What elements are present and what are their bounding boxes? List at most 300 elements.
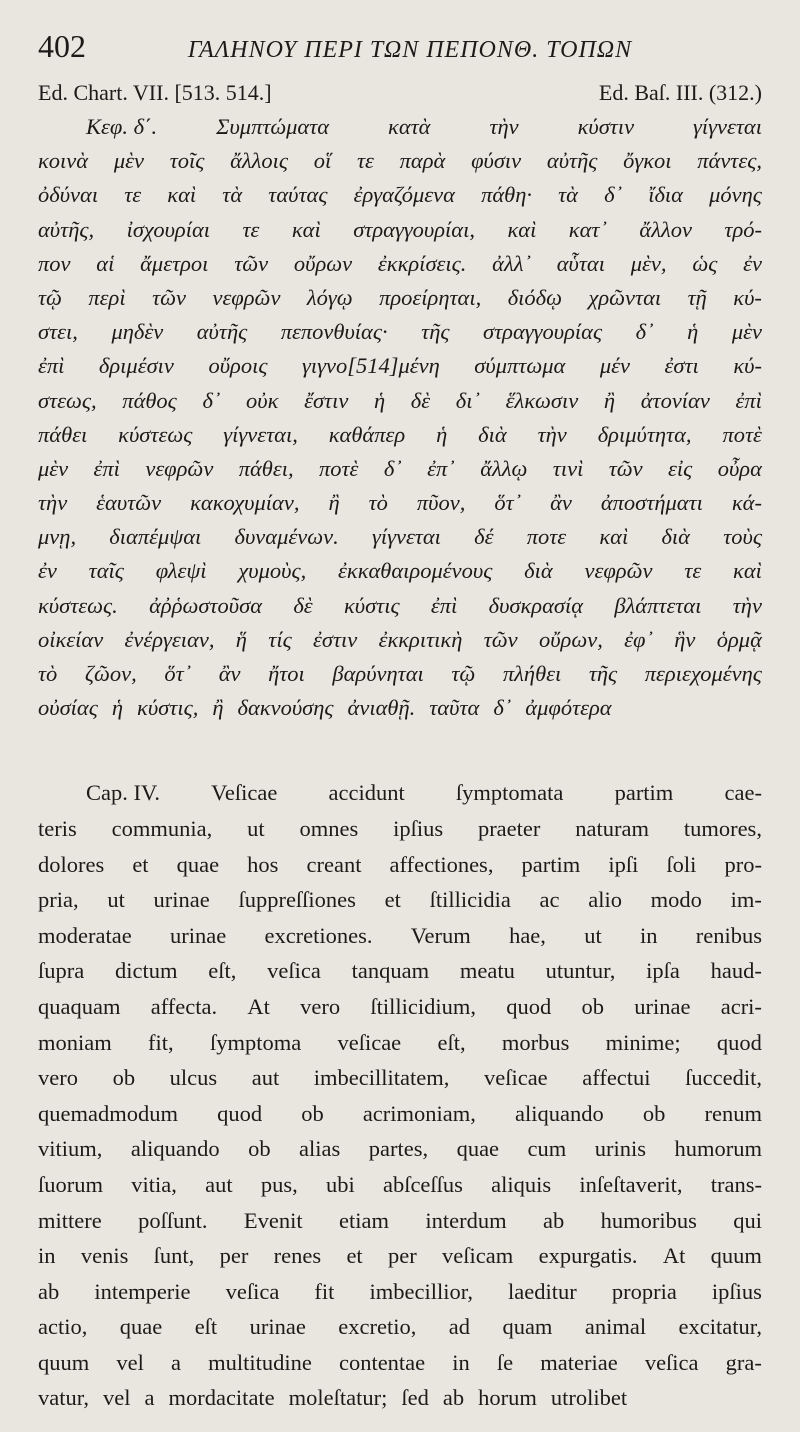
greek-word: βαρύνηται [332, 661, 424, 686]
greek-word: πάθος [122, 387, 177, 413]
greek-line [38, 349, 762, 383]
greek-line [38, 452, 762, 486]
latin-line [38, 989, 762, 1025]
greek-line [38, 691, 762, 725]
greek-word: ποτὲ [722, 421, 762, 447]
greek-word: ἐφ᾽ [624, 626, 653, 652]
greek-word: δέ [474, 524, 494, 550]
latin-word: praeter [477, 815, 541, 841]
greek-word: τινὶ [552, 455, 584, 481]
greek-line [38, 418, 762, 452]
greek-word: ἐν [38, 558, 57, 584]
latin-word: alio [588, 887, 622, 913]
latin-word: urinae [634, 993, 691, 1019]
latin-word: ob [112, 1065, 136, 1091]
latin-word: hae, [509, 922, 546, 948]
latin-word: ob [301, 1100, 324, 1126]
latin-word: ut [107, 887, 125, 913]
greek-word: καὶ [507, 216, 537, 242]
greek-word: ἡ [373, 387, 386, 413]
latin-word: actio, [38, 1314, 88, 1340]
greek-word: ἢ [212, 695, 224, 721]
greek-word: πάθη· [481, 182, 532, 208]
greek-text [38, 110, 762, 725]
greek-word: ἐπ᾽ [427, 455, 455, 481]
latin-word: partes, [368, 1136, 429, 1162]
latin-word: et [132, 851, 149, 877]
latin-word: per [219, 1243, 249, 1269]
latin-word: pro- [724, 851, 762, 877]
latin-word: haud- [710, 958, 762, 984]
greek-word: αὐτῆς [196, 319, 248, 345]
greek-word: ἄλλον [639, 216, 692, 242]
latin-line [38, 918, 762, 954]
greek-word: πεπονθυίας· [280, 319, 388, 345]
greek-word: ζῶον, [84, 661, 137, 686]
greek-word: ἢ [603, 387, 616, 413]
latin-word: ulcus [169, 1065, 218, 1091]
greek-word: οὖρα [717, 455, 762, 481]
greek-word: ἐστιν [313, 626, 358, 652]
latin-line [38, 882, 762, 918]
latin-word: expurgatis. [538, 1243, 638, 1269]
latin-word: cum [527, 1136, 567, 1162]
latin-word: interdum [425, 1207, 507, 1233]
latin-word: creant [306, 851, 362, 877]
latin-word: vitium, [38, 1136, 103, 1162]
latin-word: veſicae [483, 1065, 548, 1091]
greek-word: καὶ [291, 216, 321, 242]
greek-word: τῷ [451, 661, 476, 686]
greek-word: μόνης [709, 182, 762, 208]
latin-word: ſymptomata [455, 780, 564, 806]
greek-word: κοινὰ [38, 148, 89, 174]
latin-line [38, 1380, 762, 1416]
latin-word: a [170, 1349, 181, 1375]
greek-word: κακοχυμίαν, [190, 490, 300, 516]
greek-word: ἄλλῳ [480, 455, 528, 481]
greek-word: οὐσίας [38, 695, 98, 721]
latin-word: accidunt [328, 780, 405, 806]
latin-word: ipſa [646, 958, 680, 984]
latin-word: veſica [644, 1349, 699, 1375]
greek-word: τε [124, 182, 142, 208]
greek-word: κύστις [343, 592, 400, 618]
greek-word: μὲν [731, 319, 762, 345]
latin-line [38, 1025, 762, 1061]
greek-word: στραγγουρίαι, [353, 216, 475, 242]
greek-word: ἡ [436, 421, 448, 447]
latin-word: Veſicae [211, 780, 278, 806]
greek-word: περὶ [88, 284, 126, 310]
greek-word: οὔρων [293, 250, 353, 276]
latin-word: ſed [401, 1385, 429, 1411]
greek-word: δὲ [293, 592, 313, 618]
greek-word: αὗται [556, 250, 605, 276]
greek-word: αὐτῆς [546, 148, 598, 174]
greek-word: τε [242, 216, 260, 242]
greek-word: τὴν [38, 490, 68, 516]
latin-line [38, 1238, 762, 1274]
greek-word: ἑαυτῶν [96, 490, 162, 516]
latin-word: Verum [410, 922, 471, 948]
latin-word: propria [611, 1278, 677, 1304]
greek-word: οὔροις [208, 353, 268, 379]
greek-word: ἄλλοις [230, 148, 289, 174]
latin-word: communia, [111, 815, 213, 841]
latin-word: ut [584, 922, 602, 948]
latin-word: et [346, 1243, 363, 1269]
latin-word: humoribus [600, 1207, 697, 1233]
latin-word: teris [38, 815, 77, 841]
greek-word: νεφρῶν [145, 455, 214, 481]
greek-word: στραγγουρίας [483, 319, 603, 345]
latin-word: ipſius [393, 815, 444, 841]
greek-line [38, 247, 762, 281]
greek-word: ἕλκωσιν [505, 387, 579, 413]
latin-word: dolores [38, 851, 105, 877]
greek-word: ὀδύναι [38, 182, 99, 208]
latin-word: aut [205, 1171, 233, 1197]
latin-word: contentae [338, 1349, 426, 1375]
greek-word: φλεψὶ [155, 558, 207, 584]
latin-word: urinae [249, 1314, 306, 1340]
greek-word: τε [684, 558, 702, 584]
greek-word: δυσκρασίᾳ [488, 592, 584, 618]
latin-word: veſicam [442, 1243, 514, 1269]
greek-word: ταῦτα [429, 695, 480, 721]
greek-word: τοῖς [169, 148, 205, 174]
latin-word: multitudine [208, 1349, 312, 1375]
greek-word: εἰς [668, 455, 693, 481]
latin-line [38, 1167, 762, 1203]
latin-word: ſunt, [153, 1243, 195, 1269]
greek-word: ταῖς [88, 558, 124, 584]
latin-word: trans- [710, 1171, 762, 1197]
greek-word: πάντες, [697, 148, 762, 174]
greek-word: ἡ [687, 319, 699, 345]
latin-word: ſuorum [38, 1171, 103, 1197]
greek-word: τοὺς [723, 524, 762, 550]
greek-word: οἵ [313, 148, 332, 174]
latin-word: veſica [267, 958, 321, 984]
latin-word: materiae [540, 1349, 618, 1375]
greek-word: ἐργαζόμενα [353, 182, 455, 208]
greek-word: τῆς [421, 319, 450, 345]
greek-word: γίγνεται [693, 114, 762, 139]
latin-word: acri- [720, 993, 762, 1019]
latin-word: fit, [148, 1029, 174, 1055]
greek-word: κύ- [733, 284, 762, 310]
latin-word: abſceſſus [382, 1171, 463, 1197]
latin-word: Evenit [243, 1207, 303, 1233]
latin-line [38, 1274, 762, 1310]
latin-word: vero [38, 1065, 78, 1091]
greek-word: κύστεως. [38, 592, 118, 618]
latin-word: partim [521, 851, 581, 877]
latin-word: mittere [38, 1207, 102, 1233]
latin-word: a [144, 1385, 155, 1411]
latin-word: quae [176, 851, 220, 877]
latin-word: fit [314, 1278, 335, 1304]
latin-word: tanquam [351, 958, 430, 984]
greek-word: τῆς [588, 661, 618, 686]
latin-word: pus, [260, 1171, 298, 1197]
greek-word: δακνούσης [237, 695, 334, 721]
greek-word: δ᾽ [635, 319, 654, 345]
greek-word: τε [357, 148, 374, 174]
latin-word: ob [642, 1100, 666, 1126]
latin-word: imbecillior, [369, 1278, 473, 1304]
latin-word: ob [581, 993, 604, 1019]
greek-word: γιγνο[514]μένη [301, 353, 440, 379]
greek-word: οὔρων, [538, 626, 603, 652]
greek-word: ὄγκοι [623, 148, 672, 174]
greek-word: αἱ [96, 250, 115, 276]
greek-line [38, 281, 762, 315]
greek-word: μνῃ, [38, 524, 77, 550]
greek-word: κύ- [733, 353, 762, 379]
greek-word: ἀλλ᾽ [492, 250, 531, 276]
edition-left: Ed. Chart. VII. [513. 514.] [38, 80, 272, 105]
latin-word: affectiones, [389, 851, 494, 877]
greek-word: ἰσχουρίαι [126, 216, 211, 242]
greek-word: τὴν [732, 592, 762, 618]
latin-word: aliquis [491, 1171, 552, 1197]
greek-word: κατὰ [388, 114, 431, 139]
latin-word: vitia, [131, 1171, 177, 1197]
latin-word: quaquam [38, 993, 121, 1019]
greek-word: χρῶνται [588, 284, 662, 310]
running-head [38, 28, 762, 76]
latin-word: vel [102, 1385, 131, 1411]
latin-word: laeditur [508, 1278, 577, 1304]
greek-word: τίς [268, 626, 292, 652]
latin-word: ſe [496, 1349, 514, 1375]
greek-word: Συμπτώματα [216, 114, 330, 139]
latin-word: modo [650, 887, 702, 913]
latin-word: affectui [582, 1065, 651, 1091]
latin-line [38, 953, 762, 989]
latin-word: qui [733, 1207, 762, 1233]
greek-line [38, 554, 762, 588]
greek-word: οἰκείαν [38, 626, 104, 652]
latin-word: eſt [194, 1314, 218, 1340]
latin-word: quam [502, 1314, 553, 1340]
greek-line [38, 623, 762, 657]
greek-word: προείρηται, [379, 284, 482, 310]
latin-word: aliquando [515, 1100, 604, 1126]
latin-word: et [384, 887, 401, 913]
greek-word: αὐτῆς, [38, 216, 95, 242]
greek-word: μὲν [113, 148, 144, 174]
latin-word: eſt, [208, 958, 237, 984]
latin-word: urinae [169, 922, 227, 948]
latin-word: utuntur, [545, 958, 616, 984]
greek-word: τῇ [687, 284, 707, 310]
greek-word: περιεχομένης [644, 661, 762, 686]
latin-word: quemadmodum [38, 1100, 178, 1126]
latin-line [38, 1060, 762, 1096]
latin-word: veſicae [337, 1029, 402, 1055]
greek-word: δ᾽ [202, 387, 221, 413]
greek-word: ποτὲ [318, 455, 359, 481]
latin-word: horum [478, 1385, 537, 1411]
greek-line [38, 213, 762, 247]
latin-word: renibus [695, 922, 762, 948]
latin-word: ab [542, 1207, 565, 1233]
greek-word: γίγνεται [371, 524, 441, 550]
greek-word: κύστις, [137, 695, 199, 721]
greek-word: τῶν [608, 455, 643, 481]
latin-word: acrimoniam, [362, 1100, 476, 1126]
greek-word: καὶ [599, 524, 629, 550]
page-number: 402 [38, 28, 86, 64]
greek-line [38, 520, 762, 554]
edition-line [38, 76, 762, 110]
latin-word: meatu [459, 958, 515, 984]
greek-line [38, 657, 762, 691]
latin-word: ubi [325, 1171, 355, 1197]
greek-word: ἀῤῥωστοῦσα [149, 592, 263, 618]
greek-word: Κεφ. δ΄. [86, 114, 158, 139]
greek-word: καὶ [167, 182, 197, 208]
greek-word: δ᾽ [604, 182, 623, 208]
latin-word: in [639, 922, 658, 948]
latin-word: per [388, 1243, 417, 1269]
greek-word: ἣν [674, 626, 696, 652]
latin-word: im- [730, 887, 762, 913]
latin-word: quae [119, 1314, 163, 1340]
latin-word: aut [251, 1065, 280, 1091]
greek-word: ἐκκριτικὴ [378, 626, 463, 652]
latin-word: quum [38, 1349, 90, 1375]
latin-word: excretiones. [264, 922, 373, 948]
greek-word: ποτε [526, 524, 567, 550]
greek-word: τὸ [38, 661, 58, 686]
greek-word: στει, [38, 319, 78, 345]
latin-word: affecta. [150, 993, 218, 1019]
greek-word: ἐπὶ [735, 387, 762, 413]
latin-word: ſuccedit, [685, 1065, 762, 1091]
latin-word: pria, [38, 887, 79, 913]
latin-word: moderatae [38, 922, 132, 948]
greek-word: χυμοὺς, [238, 558, 307, 584]
greek-line [38, 110, 762, 144]
greek-word: διὰ [524, 558, 553, 584]
latin-word: tumores, [683, 815, 762, 841]
latin-word: veſica [225, 1278, 280, 1304]
latin-word: quum [710, 1243, 762, 1269]
greek-word: κατ᾽ [568, 216, 607, 242]
greek-word: τὰ [222, 182, 243, 208]
latin-word: ad [448, 1314, 471, 1340]
latin-word: gra- [725, 1349, 762, 1375]
greek-word: δ᾽ [383, 455, 402, 481]
latin-word: moniam [38, 1029, 112, 1055]
latin-line [38, 1096, 762, 1132]
latin-word: poſſunt. [138, 1207, 208, 1233]
greek-word: ἂν [550, 490, 572, 516]
greek-word: μὲν, [630, 250, 667, 276]
latin-line [38, 847, 762, 883]
latin-word: ob [248, 1136, 271, 1162]
latin-word: hos [247, 851, 279, 877]
latin-word: venis [80, 1243, 129, 1269]
latin-word: urinis [594, 1136, 646, 1162]
greek-word: ἀτονίαν [640, 387, 710, 413]
latin-word: partim [614, 780, 674, 806]
latin-word: renes [273, 1243, 322, 1269]
latin-word: utrolibet [550, 1385, 628, 1411]
greek-word: νεφρῶν [584, 558, 653, 584]
latin-word: vatur, [38, 1385, 89, 1411]
latin-word: humorum [674, 1136, 762, 1162]
greek-word: τῶν [234, 250, 269, 276]
latin-word: inſeſtaverit, [579, 1171, 683, 1197]
greek-word: φύσιν [471, 148, 522, 174]
greek-word: στεως, [38, 387, 97, 413]
latin-word: vero [300, 993, 341, 1019]
greek-word: ἀποστήματι [600, 490, 703, 516]
greek-word: ἂν [218, 661, 241, 686]
latin-line [38, 1309, 762, 1345]
latin-word: ſtillicidium, [370, 993, 476, 1019]
greek-word: τὰ [558, 182, 578, 208]
greek-word: ἔστιν [304, 387, 349, 413]
greek-word: δι᾽ [455, 387, 480, 413]
latin-word: cae- [724, 780, 762, 806]
latin-word: intemperie [94, 1278, 191, 1304]
latin-word: excretio, [338, 1314, 417, 1340]
latin-word: moleſtatur; [288, 1385, 388, 1411]
greek-word: πάθει [38, 421, 88, 447]
greek-word: ταύτας [268, 182, 328, 208]
latin-word: imbecillitatem, [313, 1065, 450, 1091]
latin-word: minime; [605, 1029, 681, 1055]
greek-word: ἐπὶ [38, 353, 65, 379]
greek-word: πάθει, [238, 455, 294, 481]
greek-word: μὲν [38, 455, 69, 481]
greek-word: πον [38, 250, 71, 276]
latin-word: quod [506, 993, 552, 1019]
greek-word: ὅτ᾽ [164, 661, 192, 686]
greek-line [38, 589, 762, 623]
greek-word: λόγῳ [306, 284, 353, 310]
greek-word: γίγνεται, [223, 421, 298, 447]
greek-word: ἐστι [664, 353, 699, 379]
latin-word: urinae [153, 887, 210, 913]
greek-word: ἡ [111, 695, 124, 721]
greek-word: ὅτ᾽ [494, 490, 522, 516]
latin-word: naturam [575, 815, 649, 841]
greek-word: ἀνιαθῇ. [347, 695, 416, 721]
greek-word: τὸ [368, 490, 388, 516]
latin-word: At [247, 993, 270, 1019]
latin-line [38, 1345, 762, 1381]
greek-word: βλάπτεται [614, 592, 702, 618]
greek-word: ἐν [743, 250, 762, 276]
greek-line [38, 486, 762, 520]
greek-line [38, 144, 762, 178]
greek-word: διὰ [661, 524, 690, 550]
greek-word: πῦον, [416, 490, 466, 516]
latin-word: vel [116, 1349, 144, 1375]
latin-word: aliquando [130, 1136, 220, 1162]
latin-word: ſoli [666, 851, 697, 877]
greek-word: τῶν [152, 284, 186, 310]
greek-word: παρὰ [399, 148, 446, 174]
